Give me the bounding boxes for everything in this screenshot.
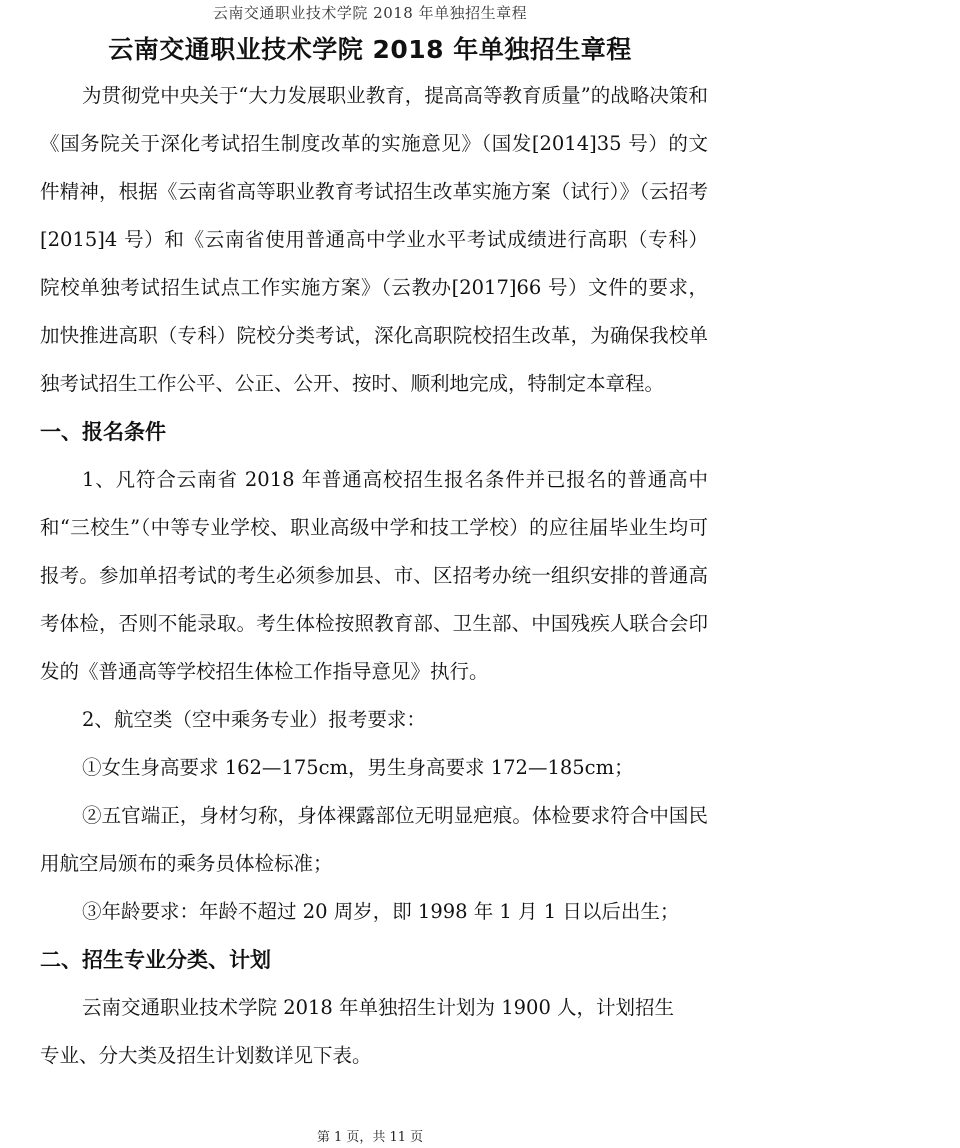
requirement-height: ①女生身高要求 162—175cm，男生身高要求 172—185cm； [82,756,634,779]
registration-paragraph-1: 1、凡符合云南省 2018 年普通高校招生报名条件并已报名的普通高中和“三校生”（中等专业学校、职业高级中学和技工学校）的应往届毕业生均可报考。参加单招考试的考生必须参加县、市、区招考办统一组织安排的普通高考体检，否则不能录取。考生体检按照教育部、卫生部、中国残疾人联合会印发的《普通高等学校招生体检工作指导意见》执行。 [40,468,708,683]
document-body [40,72,708,1080]
section-heading-registration: 一、报名条件 [40,420,166,444]
plan-paragraph-line-2: 专业、分大类及招生计划数详见下表。 [40,1044,372,1067]
section-heading-plan: 二、招生专业分类、计划 [40,948,271,972]
running-header: 云南交通职业技术学院 2018 年单独招生章程 [212,4,528,22]
registration-paragraph-2: 2、航空类（空中乘务专业）报考要求： [82,708,426,731]
requirement-appearance: ②五官端正，身材匀称，身体裸露部位无明显疤痕。体检要求符合中国民用航空局颁布的乘务员体检标准； [40,804,708,875]
document-title: 云南交通职业技术学院 2018 年单独招生章程 [108,35,632,64]
requirement-age: ③年龄要求：年龄不超过 20 周岁，即 1998 年 1 月 1 日以后出生； [82,900,680,923]
plan-paragraph-line-1: 云南交通职业技术学院 2018 年单独招生计划为 1900 人，计划招生 [82,996,675,1019]
page-indicator: 第 1 页，共 11 页 [316,1130,424,1145]
intro-paragraph: 为贯彻党中央关于“大力发展职业教育，提高高等教育质量”的战略决策和《国务院关于深化考试招生制度改革的实施意见》（国发[2014]35 号）的文件精神，根据《云南省高等职业教育考试招生改革实施方案（试行）》（云招考[2015]4 号）和《云南省使用普通高中学业水平考试成绩进行高职（专科）院校单独考试招生试点工作实施方案》（云教办[2017]66 号）文件的要求，加快推进高职（专科）院校分类考试，深化高职院校招生改革，为确保我校单独考试招生工作公平、公正、公开、按时、顺利地完成，特制定本章程。 [40,84,708,395]
